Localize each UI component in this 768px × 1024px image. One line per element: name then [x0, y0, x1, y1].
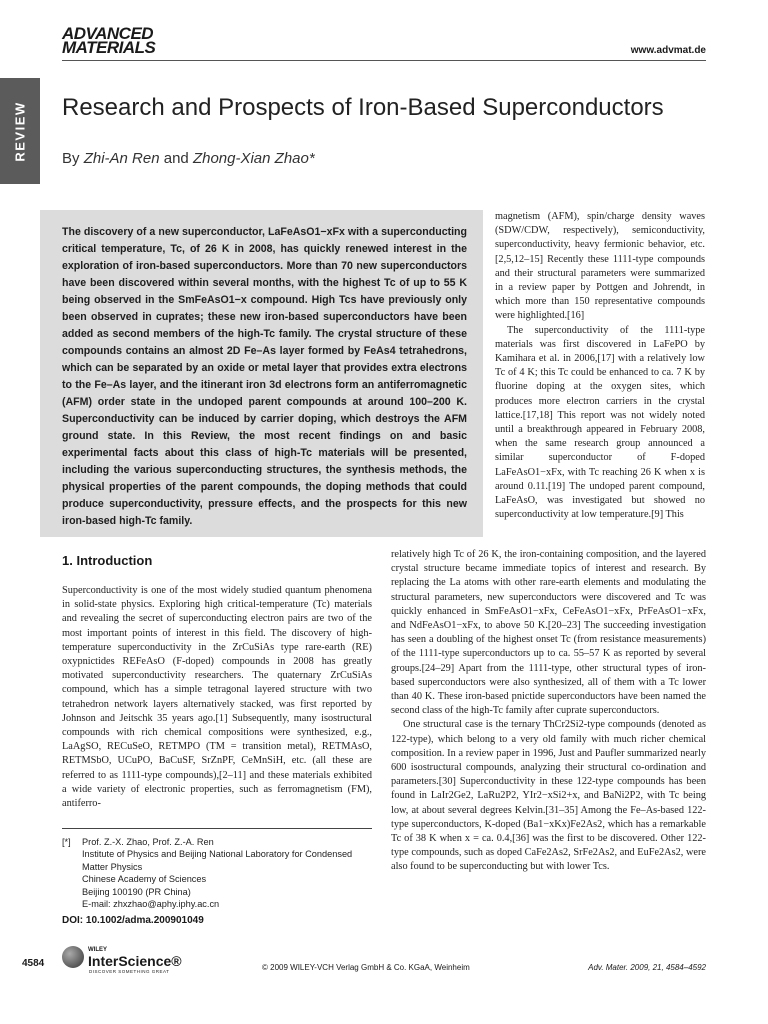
- left-column: [62, 584, 372, 811]
- header-divider: [62, 60, 706, 61]
- lower-right-column: [391, 548, 706, 875]
- author-2[interactable]: Zhong-Xian Zhao*: [192, 150, 315, 167]
- footnote-mark: [*]: [62, 837, 71, 847]
- right-column: [495, 210, 705, 522]
- publisher-brand: InterScience®: [88, 953, 182, 969]
- logo-line1: ADVANCED: [62, 24, 154, 43]
- abstract-text: The discovery of a new superconductor, LaFeAsO1−xFx with a superconducting critical temperature, Tc, of 26 K in 2008, has quickly renewed interest in the exploration of iron-based superconductors. More than 70 new superconductors have been discovered within several months, with the highest Tc of up to 55 K being observed in the SmFeAsO1−x compound. High Tcs have previously only been observed in cuprates; these new iron-based superconductors have been added as second members of the high-Tc family. The crystal structure of these compounds contains an almost 2D Fe–As layer formed by FeAs4 tetrahedrons, which can be separated by an oxide or metal layer that provides extra electrons to the Fe–As layer, and the itinerant iron 3d electrons form an antiferromagnetic (AFM) order state in the undoped parent compounds at around 100–200 K. Superconductivity can be induced by carrier doping, which destroys the AFM ground state. In this Review, the most recent findings on and basic experimental facts about this class of high-Tc materials will be presented, including the various superconducting structures, the synthesis methods, the physical properties of the parent compounds, the doping methods that could produce superconductivity, pressure effects, and the prospects for this new iron-based high-Tc family.: [62, 226, 467, 527]
- globe-icon: [62, 946, 84, 968]
- byline: [62, 150, 315, 167]
- section-heading: 1. Introduction: [62, 553, 153, 568]
- logo-line2: MATERIALS: [62, 38, 156, 57]
- journal-logo[interactable]: [62, 24, 156, 57]
- footnote-academy: Chinese Academy of Sciences: [82, 874, 207, 885]
- abstract-box: [40, 210, 483, 537]
- paragraph: One structural case is the ternary ThCr2Si2-type compounds (denoted as 122-type), which belong to a very old family with much richer chemical composition. In a review paper in 1996, Just and Paufler summarized nearly 600 isostructural compounds, analyzing their structural co-ordination and parameters.[30] Superconductivity in these 122-type compounds has been found in LaIr2Ge2, LaRu2P2, YIr2−xSi2+x, and BaNi2P2, with Tc being low, at about several degrees Kelvin.[31–35] Among the Fe–As-based 122-type superconductors, K-doped (Ba1−xKx)Fe2As2, which has a remarkable Tc of 38 K when x = ca. 0.4,[36] was the first to be discovered. Other 122-type compounds, such as doped CaFe2As2, SrFe2As2, and EuFe2As2, were also found to be superconducting but with lower Tcs.: [391, 719, 706, 873]
- copyright: © 2009 WILEY-VCH Verlag GmbH & Co. KGaA, Weinheim: [262, 963, 470, 972]
- author-1[interactable]: Zhi-An Ren: [83, 150, 160, 167]
- section-sidebar: [0, 78, 40, 184]
- paragraph: Superconductivity is one of the most widely studied quantum phenomena in solid-state physics. Exploring high critical-temperature (Tc) materials and revealing the secret of superconducting electron pairs are two of the most important points of interest in this field. The discovery of high-temperature superconductivity in the ZrCuSiAs type rare-earth (RE) oxypnictides REFeAsO (F-doped) compounds in 2008 has greatly motivated superconductivity researchers. The quaternary ZrCuSiAs compound, which has a simple tetragonal layered structure with two tetrahedron network layers alternatively stacked, was first reported by Johnson and Jeitschk 35 years ago.[1] Subsequently, many isostructural compounds with rich chemical compositions were synthesized, e.g., LaAgSO, RECuSeO, RETMPO (TM = transition metal), RETMAsO, RETMSbO, UCuPO, BaCuSF, SrZnPF, CeMnSiH, etc. (all these are referred to as 1111-type compounds),[2–11] and these materials exhibited a wide variety of electronic properties, such as ferromagnetism (FM), antiferro-: [62, 585, 372, 810]
- journal-url[interactable]: www.advmat.de: [630, 45, 706, 56]
- author-footnote: [62, 836, 372, 910]
- paragraph: relatively high Tc of 26 K, the iron-containing composition, and the layered crystal structure became immediate topics of interest and research. By replacing the La atoms with other rare-earth elements and modulating the structural parameters, new superconductors were discovered and Tc was quickly enhanced in SmFeAsO1−xFx, CeFeAsO1−xFx, PrFeAsO1−xFx, and NdFeAsO1−xFx, to above 50 K.[20–23] The succeeding investigation has seen a doubling of the highest onset Tc (from resistance measurements) of the 1111-type superconductors up to ca. 55–57 K as reported by several groups.[24–29] Apart from the 1111-type, other structural types of iron-based superconductors were also synthesized, all of them with a Tc lower than 40 K. These iron-based pnictide superconductors have been named the second class of the high-Tc family after cuprate superconductors.: [391, 549, 706, 717]
- doi[interactable]: DOI: 10.1002/adma.200901049: [62, 915, 204, 926]
- footnote-institute: Institute of Physics and Beijing National Laboratory for Condensed Matter Physics: [82, 849, 353, 872]
- footnote-divider: [62, 828, 372, 829]
- byline-and: and: [163, 150, 189, 167]
- publisher-small: WILEY: [88, 947, 107, 953]
- byline-by: By: [62, 150, 80, 167]
- citation: Adv. Mater. 2009, 21, 4584–4592: [588, 963, 706, 972]
- page-number: 4584: [22, 958, 45, 969]
- publisher-logo[interactable]: [62, 946, 182, 974]
- paragraph: magnetism (AFM), spin/charge density waves (SDW/CDW, respectively), semiconductivity, superconductivity, heavy fermionic behavior, etc.[2,5,12–15] Recently these 1111-type compounds and their structural parameters were summarized in a review paper by Pottgen and Johrendt, in which more than 150 representative compounds were highlighted.[16]: [495, 211, 705, 322]
- paragraph: The superconductivity of the 1111-type materials was first discovered in LaFePO by Kamihara et al. in 2006,[17] with a relatively low Tc of 4 K; this Tc could be enhanced to ca. 7 K by fluorine doping at the oxygen sites, which produces more electron carriers in the crystal lattice.[17,18] This report was not widely noted until a breakthrough appeared in February 2008, when the same research group announced a similar superconductor of F-doped LaFeAsO1−xFx, with Tc reaching 26 K when x is around 0.11.[19] The undoped parent compound, LaFeAsO, was investigated but showed no superconductivity at low temperature.[9] This: [495, 324, 705, 521]
- footnote-email[interactable]: E-mail: zhxzhao@aphy.iphy.ac.cn: [82, 899, 220, 910]
- section-label: REVIEW: [12, 100, 28, 162]
- publisher-tagline: DISCOVER SOMETHING GREAT: [89, 969, 170, 974]
- footnote-authors: Prof. Z.-X. Zhao, Prof. Z.-A. Ren: [82, 837, 214, 847]
- footnote-city: Beijing 100190 (PR China): [82, 886, 191, 897]
- article-title: Research and Prospects of Iron-Based Superconductors: [62, 94, 664, 121]
